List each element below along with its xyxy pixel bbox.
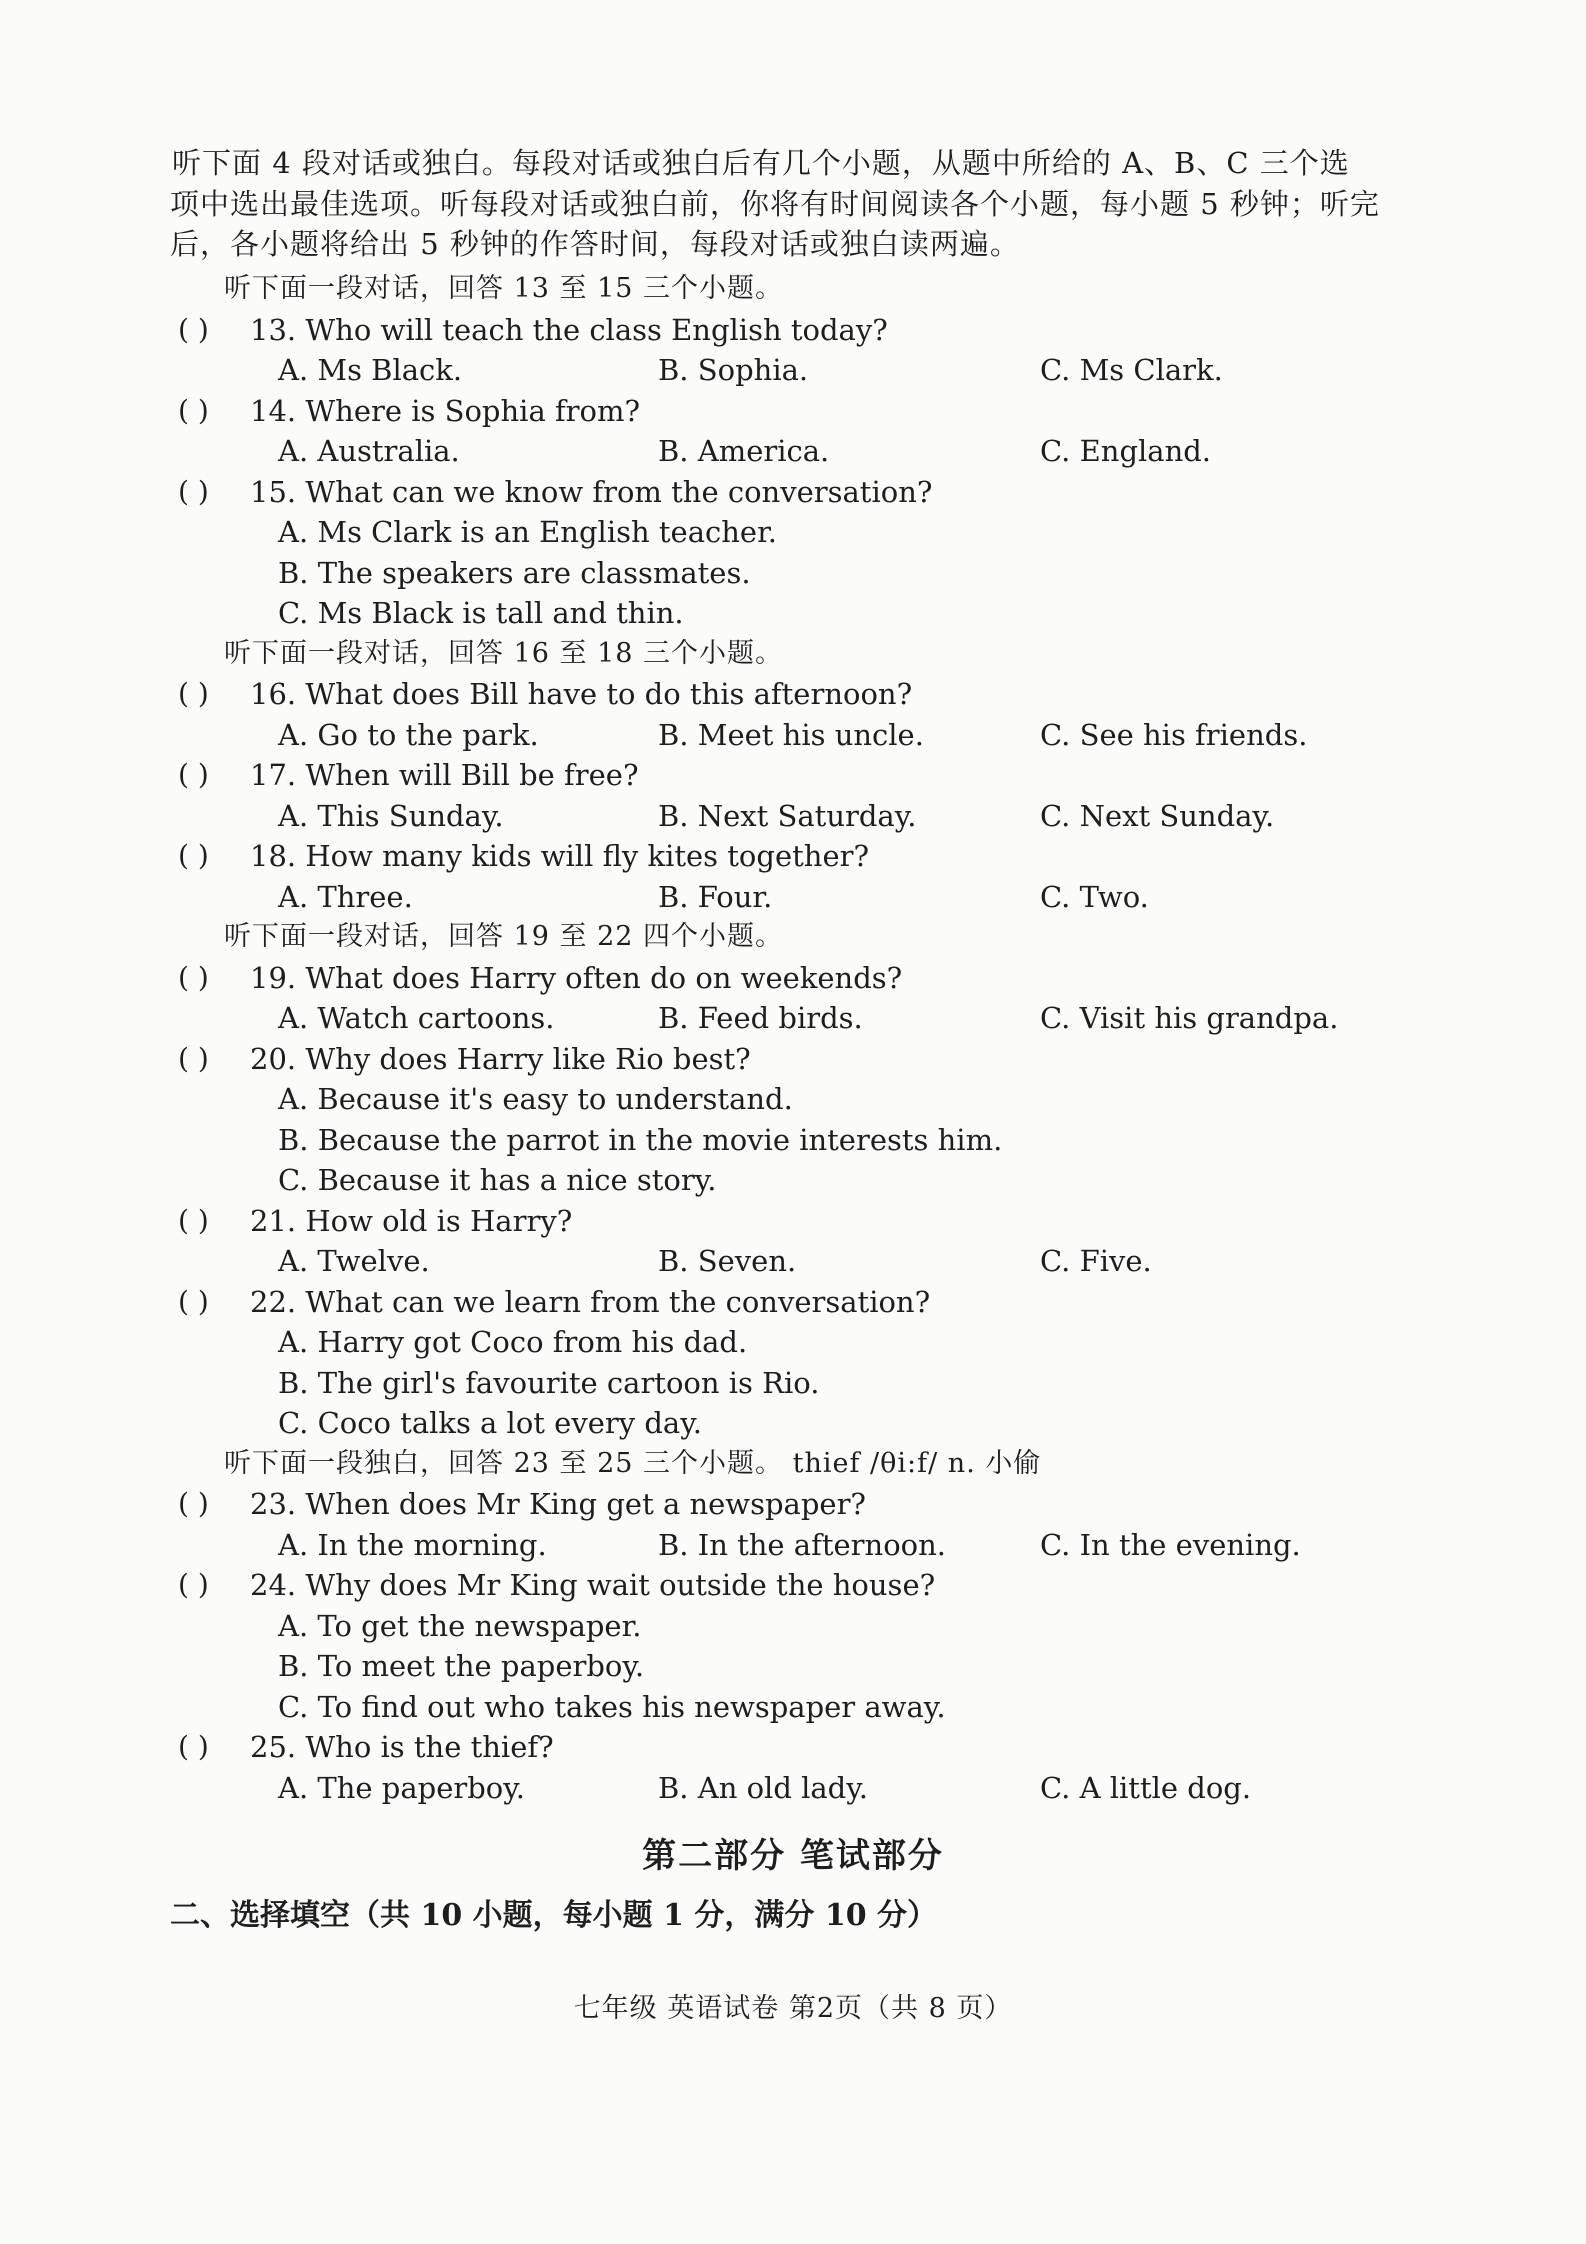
section-heading: 听下面一段对话，回答 13 至 15 三个小题。: [224, 273, 784, 304]
answer-blank[interactable]: ( ): [178, 1568, 209, 1601]
instructions-line-1: 听下面 4 段对话或独白。每段对话或独白后有几个小题，从题中所给的 A、B、C 三个选: [172, 146, 1350, 180]
option-b: B. Sophia.: [658, 353, 809, 387]
section-heading: 听下面一段独白，回答 23 至 25 三个小题。 thief /θi:f/ n. 小偷: [224, 1448, 1042, 1479]
question-stem: 15. What can we know from the conversation?: [250, 475, 933, 509]
answer-blank[interactable]: ( ): [178, 1042, 209, 1075]
answer-blank[interactable]: ( ): [178, 961, 209, 994]
question-stem: 14. Where is Sophia from?: [250, 394, 641, 428]
answer-blank[interactable]: ( ): [178, 677, 209, 710]
question-stem: 17. When will Bill be free?: [250, 758, 639, 792]
option-c: C. In the evening.: [1040, 1528, 1301, 1562]
option-c: C. Next Sunday.: [1040, 799, 1275, 833]
option-c: C. Coco talks a lot every day.: [278, 1406, 702, 1440]
question-stem: 22. What can we learn from the conversation?: [250, 1285, 931, 1319]
answer-blank[interactable]: ( ): [178, 839, 209, 872]
answer-blank[interactable]: ( ): [178, 1285, 209, 1318]
section-heading: 听下面一段对话，回答 16 至 18 三个小题。: [224, 638, 784, 669]
option-c: C. England.: [1040, 434, 1212, 468]
option-b: B. The girl's favourite cartoon is Rio.: [278, 1366, 820, 1400]
option-b: B. To meet the paperboy.: [278, 1649, 645, 1683]
option-a: A. Harry got Coco from his dad.: [278, 1325, 748, 1359]
option-a: A. Ms Black.: [278, 353, 463, 387]
option-a: A. In the morning.: [278, 1528, 547, 1562]
option-b: B. Four.: [658, 880, 773, 914]
answer-blank[interactable]: ( ): [178, 313, 209, 346]
answer-blank[interactable]: ( ): [178, 475, 209, 508]
option-a: A. Three.: [278, 880, 413, 914]
option-b: B. An old lady.: [658, 1771, 868, 1805]
option-c: C. Ms Black is tall and thin.: [278, 596, 684, 630]
option-a: A. This Sunday.: [278, 799, 504, 833]
option-b: B. Seven.: [658, 1244, 797, 1278]
option-c: C. Two.: [1040, 880, 1149, 914]
instructions-line-2: 项中选出最佳选项。听每段对话或独白前，你将有时间阅读各个小题，每小题 5 秒钟；听完: [170, 187, 1380, 221]
option-a: A. Watch cartoons.: [278, 1001, 555, 1035]
answer-blank[interactable]: ( ): [178, 1204, 209, 1237]
section-title: 二、选择填空（共 10 小题，每小题 1 分，满分 10 分）: [170, 1898, 938, 1933]
question-stem: 25. Who is the thief?: [250, 1730, 554, 1764]
part-title: 第二部分 笔试部分: [642, 1836, 944, 1876]
option-b: B. In the afternoon.: [658, 1528, 947, 1562]
section-heading: 听下面一段对话，回答 19 至 22 四个小题。: [224, 921, 784, 952]
option-c: C. Because it has a nice story.: [278, 1163, 717, 1197]
answer-blank[interactable]: ( ): [178, 758, 209, 791]
option-c: C. Ms Clark.: [1040, 353, 1223, 387]
answer-blank[interactable]: ( ): [178, 1730, 209, 1763]
question-stem: 20. Why does Harry like Rio best?: [250, 1042, 751, 1076]
option-a: A. Australia.: [278, 434, 460, 468]
option-c: C. To find out who takes his newspaper away.: [278, 1690, 946, 1724]
option-b: B. Next Saturday.: [658, 799, 917, 833]
option-b: B. America.: [658, 434, 830, 468]
option-b: B. Because the parrot in the movie interests him.: [278, 1123, 1003, 1157]
answer-blank[interactable]: ( ): [178, 1487, 209, 1520]
option-c: C. Visit his grandpa.: [1040, 1001, 1339, 1035]
option-a: A. Ms Clark is an English teacher.: [278, 515, 777, 549]
option-a: A. Go to the park.: [278, 718, 539, 752]
option-b: B. Feed birds.: [658, 1001, 863, 1035]
option-a: A. Twelve.: [278, 1244, 430, 1278]
page-footer: 七年级 英语试卷 第2页（共 8 页）: [573, 1993, 1013, 2024]
answer-blank[interactable]: ( ): [178, 394, 209, 427]
question-stem: 16. What does Bill have to do this afternoon?: [250, 677, 913, 711]
question-stem: 23. When does Mr King get a newspaper?: [250, 1487, 866, 1521]
instructions-line-3: 后，各小题将给出 5 秒钟的作答时间，每段对话或独白读两遍。: [170, 227, 1020, 261]
option-a: A. To get the newspaper.: [278, 1609, 642, 1643]
question-stem: 19. What does Harry often do on weekends?: [250, 961, 903, 995]
option-c: C. Five.: [1040, 1244, 1152, 1278]
option-b: B. The speakers are classmates.: [278, 556, 751, 590]
option-a: A. The paperboy.: [278, 1771, 525, 1805]
option-c: C. See his friends.: [1040, 718, 1308, 752]
option-a: A. Because it's easy to understand.: [278, 1082, 793, 1116]
question-stem: 18. How many kids will fly kites together?: [250, 839, 870, 873]
question-stem: 13. Who will teach the class English today?: [250, 313, 888, 347]
option-c: C. A little dog.: [1040, 1771, 1252, 1805]
option-b: B. Meet his uncle.: [658, 718, 924, 752]
question-stem: 24. Why does Mr King wait outside the house?: [250, 1568, 936, 1602]
question-stem: 21. How old is Harry?: [250, 1204, 573, 1238]
